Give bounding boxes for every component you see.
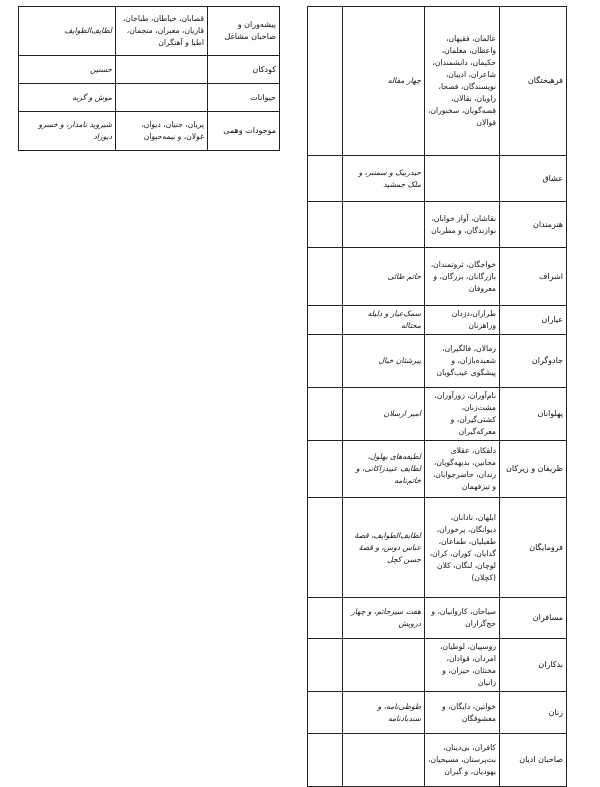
extra-cell [308, 388, 343, 441]
category-cell: عیاران [500, 306, 567, 335]
category-cell: پهلوانان [500, 388, 567, 441]
extra-cell [308, 441, 343, 498]
examples-cell: چهار مقاله [343, 7, 425, 156]
examples-cell: شیروید نامدار، و خسرو دیوزاد [19, 112, 116, 151]
members-cell: دلقکان، عقلای مجانین، بدیهه‌گویان، رندان، حاضرجوابان، و تیزفهمان [425, 441, 500, 498]
examples-cell: لطایف‌الطوایف [19, 7, 116, 56]
members-cell [425, 156, 500, 202]
table-row [19, 7, 280, 56]
members-cell: ابلهان، نادانان، دیوانگان، پرخوران، طفیلیان، طماعان، گدایان، کوران، کران، لوچان، لنگان، کلان (کچلان) [425, 498, 500, 598]
members-cell: روسپیان، لوطیان، امردان، قوادان، مخنثان، حیزان، و زانیان [425, 639, 500, 692]
examples-cell [343, 734, 425, 787]
table-row [19, 112, 280, 151]
category-cell: حیوانات [208, 84, 280, 112]
category-cell: جادوگران [500, 335, 567, 388]
category-cell: صاحبان ادیان [500, 734, 567, 787]
category-cell: مسافران [500, 598, 567, 639]
category-cell: زنان [500, 692, 567, 734]
main-classification-table [307, 6, 567, 787]
examples-cell: حسنین [19, 56, 116, 84]
examples-cell: لطیفه‌های بهلول، لطایف عبیدزاکانی، و خاتم‌نامه [343, 441, 425, 498]
table-row [308, 7, 567, 156]
examples-cell: طوطی‌نامه، و سندبادنامه [343, 692, 425, 734]
extra-cell [308, 692, 343, 734]
examples-cell: امیر ارسلان [343, 388, 425, 441]
category-cell: پیشه‌وران و صاحبان مشاغل [208, 7, 280, 56]
examples-cell: پیرشتان خیال [343, 335, 425, 388]
extra-cell [308, 598, 343, 639]
extra-cell [308, 306, 343, 335]
members-cell: طراران،دزدان وراهزنان [425, 306, 500, 335]
table-row [308, 598, 567, 639]
examples-cell: سمک‌عیار و دلیله محتاله [343, 306, 425, 335]
table-row [308, 639, 567, 692]
table-row [308, 202, 567, 248]
table-row [308, 156, 567, 202]
members-cell [116, 56, 208, 84]
examples-cell [343, 639, 425, 692]
extra-cell [308, 335, 343, 388]
members-cell: قصابان، خیاطان، طباخان، قاریان، معبران، منجمان، اطبا و آهنگران [116, 7, 208, 56]
extra-cell [308, 156, 343, 202]
members-cell: نام‌آوران، زورآوران، مشت‌زنان، کشتی‌گیران، و معرکه‌گیران [425, 388, 500, 441]
category-cell: عشاق [500, 156, 567, 202]
examples-cell: هفت سیرحاتم، و چهار درویش [343, 598, 425, 639]
members-cell: سیاحان، کاروانیان، و حج‌گزاران [425, 598, 500, 639]
members-cell: خواجگان، ثروتمندان، بازرگانان، بزرگان، و معروفان [425, 248, 500, 306]
category-cell: ظریفان و زیرکان [500, 441, 567, 498]
members-cell: کافران، بی‌دینان، بت‌پرستان، مسیحیان، یهودیان، و گبران [425, 734, 500, 787]
extra-cell [308, 202, 343, 248]
examples-cell [343, 202, 425, 248]
table-row [308, 441, 567, 498]
category-cell: فرهیختگان [500, 7, 567, 156]
category-cell: کودکان [208, 56, 280, 84]
table-row [308, 388, 567, 441]
extra-cell [308, 7, 343, 156]
members-cell: خواتین، دایگان، و معشوقگان [425, 692, 500, 734]
examples-cell: لطایف‌الطوایف، قصهٔ عباس دوس، و قصهٔ حسن کچل [343, 498, 425, 598]
table-row [308, 498, 567, 598]
examples-cell: حیدربیک و سمنبر، و ملک جمشید [343, 156, 425, 202]
table-row [308, 335, 567, 388]
members-cell: رمالان، فالگیران، شعبده‌بازان، و پیشگوی عیب‌گویان [425, 335, 500, 388]
extra-cell [308, 734, 343, 787]
secondary-classification-table [18, 6, 280, 151]
table-row [308, 734, 567, 787]
table-row [19, 56, 280, 84]
category-cell: اشراف [500, 248, 567, 306]
members-cell: عالمان، فقیهان، واعظان، معلمان، حکیمان، دانشمندان، شاعران، ادیبان، نویسندگان، فصحا، راویان، نقالان، قصه‌گویان، سخنوران، قوالان [425, 7, 500, 156]
table-row [308, 248, 567, 306]
extra-cell [308, 639, 343, 692]
members-cell: نقاشان، آواز خوانان، نوازندگان، و مطربان [425, 202, 500, 248]
category-cell: بدکاران [500, 639, 567, 692]
category-cell: موجودات وهمی [208, 112, 280, 151]
examples-cell: حاتم طائی [343, 248, 425, 306]
table-row [19, 84, 280, 112]
table-row [308, 692, 567, 734]
members-cell [116, 84, 208, 112]
category-cell: هنرمندان [500, 202, 567, 248]
category-cell: فرومایگان [500, 498, 567, 598]
extra-cell [308, 498, 343, 598]
extra-cell [308, 248, 343, 306]
examples-cell: موش و گربه [19, 84, 116, 112]
members-cell: پریان، جنیان، دیوان، غولان، و نیمه‌حیوان [116, 112, 208, 151]
table-row [308, 306, 567, 335]
